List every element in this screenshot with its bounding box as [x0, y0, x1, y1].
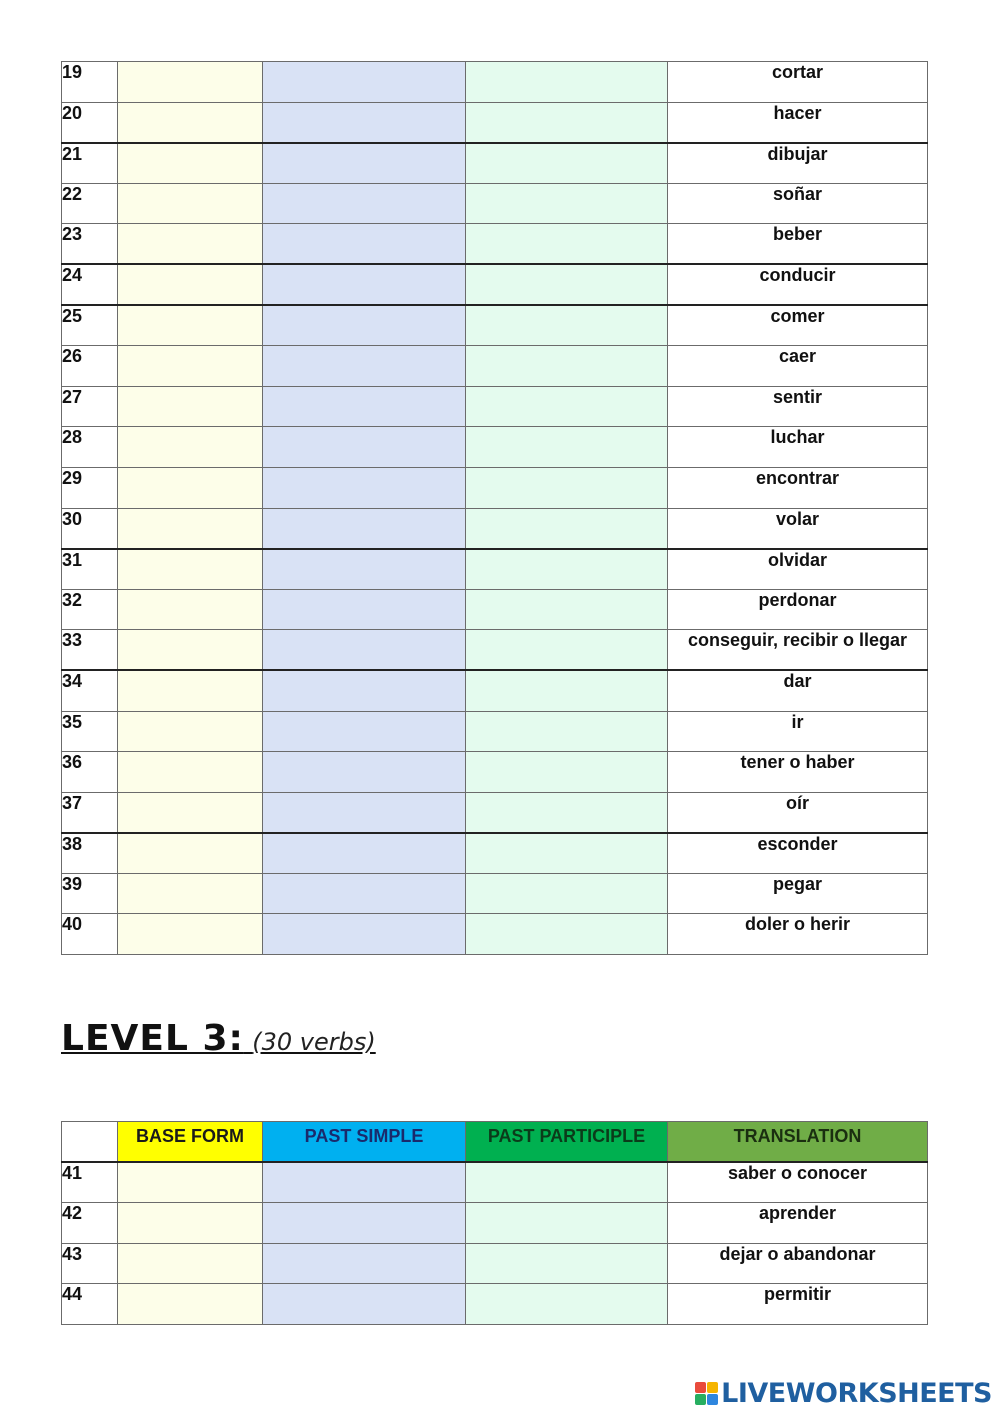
row-number: 41	[62, 1162, 118, 1203]
base-form-input[interactable]	[118, 62, 263, 103]
past-simple-input[interactable]	[263, 386, 466, 427]
past-simple-input[interactable]	[263, 102, 466, 143]
table-row	[62, 549, 928, 590]
row-number: 31	[62, 549, 118, 590]
past-participle-input[interactable]	[466, 264, 668, 305]
table-row	[62, 873, 928, 914]
past-simple-input[interactable]	[263, 143, 466, 184]
base-form-input[interactable]	[118, 589, 263, 630]
base-form-input[interactable]	[118, 630, 263, 671]
base-form-input[interactable]	[118, 1243, 263, 1284]
past-simple-input[interactable]	[263, 630, 466, 671]
translation-text: ir	[668, 711, 928, 752]
translation-text: dibujar	[668, 143, 928, 184]
row-number: 28	[62, 427, 118, 468]
row-number: 29	[62, 467, 118, 508]
base-form-input[interactable]	[118, 792, 263, 833]
translation-text: esconder	[668, 833, 928, 874]
past-participle-input[interactable]	[466, 1243, 668, 1284]
row-number: 22	[62, 183, 118, 224]
base-form-input[interactable]	[118, 711, 263, 752]
base-form-input[interactable]	[118, 549, 263, 590]
translation-text: encontrar	[668, 467, 928, 508]
row-number: 21	[62, 143, 118, 184]
table-row	[62, 346, 928, 387]
row-number: 36	[62, 752, 118, 793]
past-simple-input[interactable]	[263, 873, 466, 914]
table-row	[62, 711, 928, 752]
translation-text: tener o haber	[668, 752, 928, 793]
past-simple-input[interactable]	[263, 62, 466, 103]
level-subtitle: (30 verbs)	[252, 1028, 376, 1056]
verbs-table-level-2	[61, 61, 928, 955]
past-participle-input[interactable]	[466, 346, 668, 387]
base-form-input[interactable]	[118, 914, 263, 955]
table-row	[62, 264, 928, 305]
header-base-form: BASE FORM	[118, 1122, 263, 1163]
translation-text: conducir	[668, 264, 928, 305]
row-number: 30	[62, 508, 118, 549]
base-form-input[interactable]	[118, 264, 263, 305]
translation-text: cortar	[668, 62, 928, 103]
table-row	[62, 305, 928, 346]
table-row	[62, 427, 928, 468]
translation-text: permitir	[668, 1284, 928, 1325]
row-number: 40	[62, 914, 118, 955]
translation-text: caer	[668, 346, 928, 387]
translation-text: volar	[668, 508, 928, 549]
logo-text: LIVEWORKSHEETS	[721, 1378, 992, 1409]
past-simple-input[interactable]	[263, 1284, 466, 1325]
base-form-input[interactable]	[118, 1284, 263, 1325]
past-simple-input[interactable]	[263, 427, 466, 468]
row-number: 42	[62, 1203, 118, 1244]
translation-text: sentir	[668, 386, 928, 427]
level-title: LEVEL 3:	[61, 1018, 244, 1059]
base-form-input[interactable]	[118, 102, 263, 143]
past-participle-input[interactable]	[466, 183, 668, 224]
row-number: 43	[62, 1243, 118, 1284]
past-simple-input[interactable]	[263, 833, 466, 874]
base-form-input[interactable]	[118, 183, 263, 224]
past-participle-input[interactable]	[466, 670, 668, 711]
row-number: 34	[62, 670, 118, 711]
past-simple-input[interactable]	[263, 305, 466, 346]
header-past-participle: PAST PARTICIPLE	[466, 1122, 668, 1163]
row-number: 24	[62, 264, 118, 305]
table-row	[62, 589, 928, 630]
table-row	[62, 467, 928, 508]
table-row	[62, 914, 928, 955]
level-3-heading	[61, 1018, 376, 1059]
table-row	[62, 1243, 928, 1284]
translation-text: dar	[668, 670, 928, 711]
table-row	[62, 670, 928, 711]
base-form-input[interactable]	[118, 305, 263, 346]
base-form-input[interactable]	[118, 346, 263, 387]
base-form-input[interactable]	[118, 467, 263, 508]
past-participle-input[interactable]	[466, 873, 668, 914]
past-simple-input[interactable]	[263, 1203, 466, 1244]
translation-text: luchar	[668, 427, 928, 468]
translation-text: saber o conocer	[668, 1162, 928, 1203]
row-number: 35	[62, 711, 118, 752]
table-row	[62, 183, 928, 224]
table-header-row	[62, 1122, 928, 1163]
base-form-input[interactable]	[118, 224, 263, 265]
table-row	[62, 792, 928, 833]
past-simple-input[interactable]	[263, 183, 466, 224]
translation-text: pegar	[668, 873, 928, 914]
past-participle-input[interactable]	[466, 792, 668, 833]
base-form-input[interactable]	[118, 833, 263, 874]
past-simple-input[interactable]	[263, 670, 466, 711]
past-participle-input[interactable]	[466, 467, 668, 508]
verbs-table-level-3	[61, 1121, 928, 1325]
row-number: 38	[62, 833, 118, 874]
past-simple-input[interactable]	[263, 792, 466, 833]
table-row	[62, 833, 928, 874]
row-number: 25	[62, 305, 118, 346]
row-number: 39	[62, 873, 118, 914]
past-participle-input[interactable]	[466, 833, 668, 874]
base-form-input[interactable]	[118, 508, 263, 549]
base-form-input[interactable]	[118, 873, 263, 914]
table-row	[62, 62, 928, 103]
past-participle-input[interactable]	[466, 143, 668, 184]
base-form-input[interactable]	[118, 1162, 263, 1203]
table-row	[62, 630, 928, 671]
table-row	[62, 1203, 928, 1244]
past-participle-input[interactable]	[466, 1284, 668, 1325]
past-simple-input[interactable]	[263, 589, 466, 630]
translation-text: conseguir, recibir o llegar	[668, 630, 928, 671]
table-row	[62, 1162, 928, 1203]
header-number-blank	[62, 1122, 118, 1163]
row-number: 33	[62, 630, 118, 671]
row-number: 23	[62, 224, 118, 265]
row-number: 20	[62, 102, 118, 143]
translation-text: comer	[668, 305, 928, 346]
past-simple-input[interactable]	[263, 224, 466, 265]
past-simple-input[interactable]	[263, 711, 466, 752]
base-form-input[interactable]	[118, 1203, 263, 1244]
past-simple-input[interactable]	[263, 752, 466, 793]
translation-text: perdonar	[668, 589, 928, 630]
row-number: 37	[62, 792, 118, 833]
translation-text: soñar	[668, 183, 928, 224]
base-form-input[interactable]	[118, 670, 263, 711]
header-past-simple: PAST SIMPLE	[263, 1122, 466, 1163]
past-simple-input[interactable]	[263, 549, 466, 590]
past-participle-input[interactable]	[466, 549, 668, 590]
base-form-input[interactable]	[118, 427, 263, 468]
base-form-input[interactable]	[118, 752, 263, 793]
past-participle-input[interactable]	[466, 508, 668, 549]
translation-text: dejar o abandonar	[668, 1243, 928, 1284]
past-simple-input[interactable]	[263, 467, 466, 508]
past-simple-input[interactable]	[263, 914, 466, 955]
translation-text: olvidar	[668, 549, 928, 590]
past-simple-input[interactable]	[263, 1162, 466, 1203]
past-simple-input[interactable]	[263, 508, 466, 549]
table-row	[62, 752, 928, 793]
translation-text: doler o herir	[668, 914, 928, 955]
table-row	[62, 1284, 928, 1325]
past-participle-input[interactable]	[466, 305, 668, 346]
liveworksheets-logo[interactable]	[695, 1378, 992, 1409]
table-row	[62, 224, 928, 265]
past-participle-input[interactable]	[466, 224, 668, 265]
row-number: 27	[62, 386, 118, 427]
past-participle-input[interactable]	[466, 589, 668, 630]
table-row	[62, 508, 928, 549]
past-participle-input[interactable]	[466, 62, 668, 103]
row-number: 32	[62, 589, 118, 630]
past-simple-input[interactable]	[263, 1243, 466, 1284]
table-row	[62, 102, 928, 143]
row-number: 44	[62, 1284, 118, 1325]
base-form-input[interactable]	[118, 386, 263, 427]
past-participle-input[interactable]	[466, 1162, 668, 1203]
header-translation: TRANSLATION	[668, 1122, 928, 1163]
liveworksheets-logo-icon	[695, 1382, 718, 1405]
past-simple-input[interactable]	[263, 346, 466, 387]
translation-text: aprender	[668, 1203, 928, 1244]
past-participle-input[interactable]	[466, 386, 668, 427]
past-participle-input[interactable]	[466, 630, 668, 671]
past-participle-input[interactable]	[466, 1203, 668, 1244]
table-row	[62, 386, 928, 427]
translation-text: hacer	[668, 102, 928, 143]
row-number: 19	[62, 62, 118, 103]
past-participle-input[interactable]	[466, 711, 668, 752]
past-simple-input[interactable]	[263, 264, 466, 305]
row-number: 26	[62, 346, 118, 387]
past-participle-input[interactable]	[466, 914, 668, 955]
table-row	[62, 143, 928, 184]
past-participle-input[interactable]	[466, 102, 668, 143]
past-participle-input[interactable]	[466, 427, 668, 468]
past-participle-input[interactable]	[466, 752, 668, 793]
translation-text: oír	[668, 792, 928, 833]
base-form-input[interactable]	[118, 143, 263, 184]
translation-text: beber	[668, 224, 928, 265]
